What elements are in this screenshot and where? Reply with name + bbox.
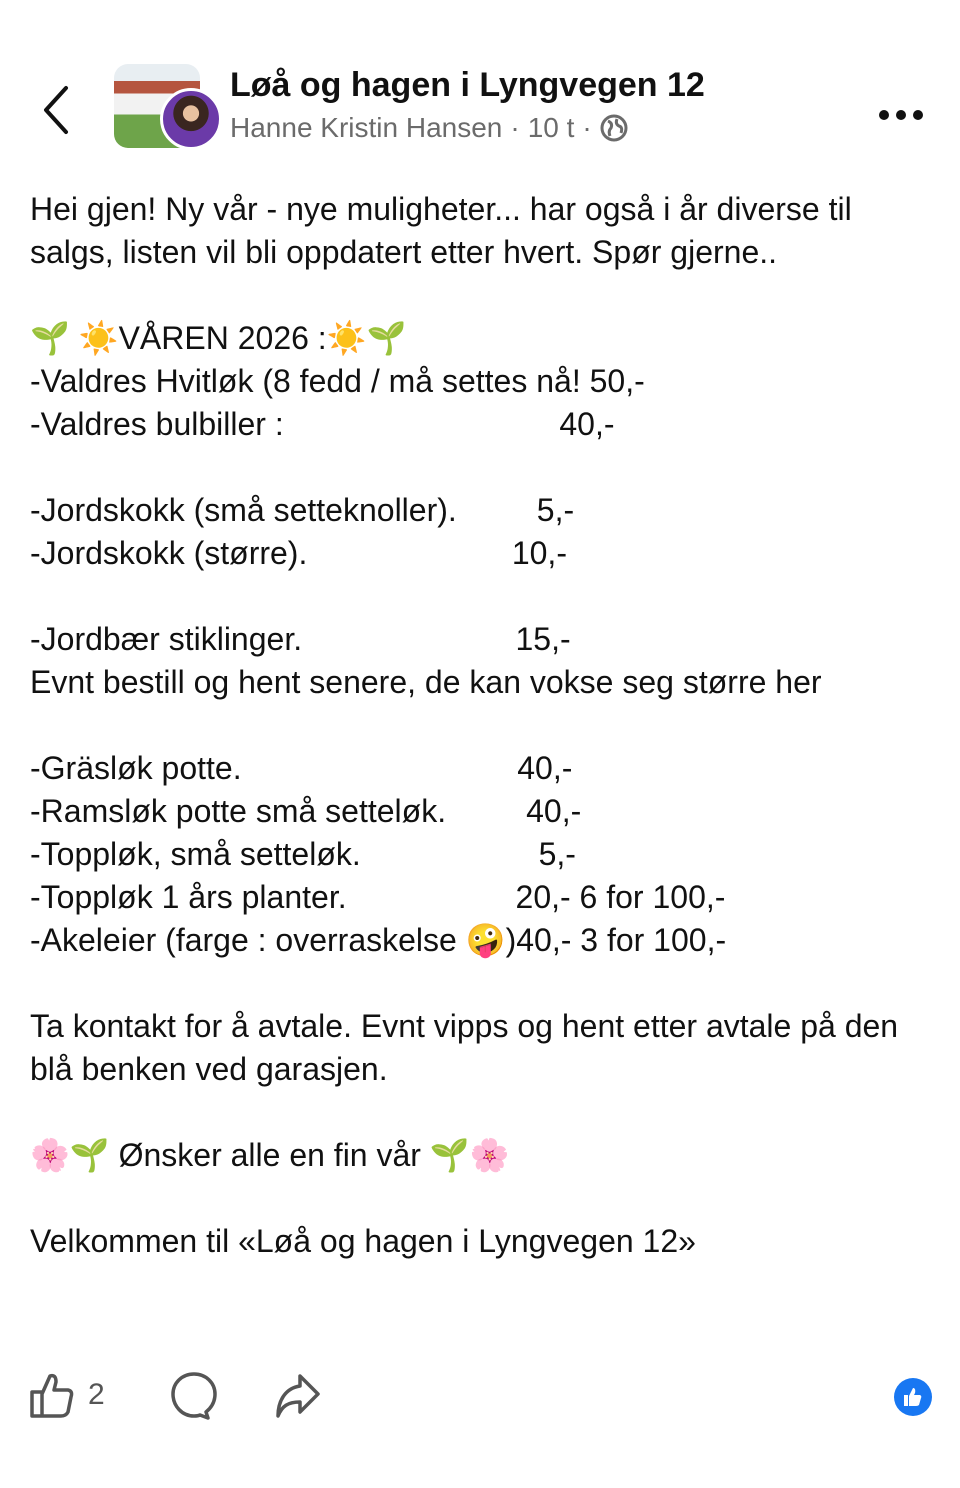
post-line: Hei gjen! Ny vår - nye muligheter... har også i år diverse til salgs, listen vil bli oppdatert etter hvert. Spør gjerne..	[30, 191, 852, 270]
thumbs-up-icon	[28, 1370, 76, 1420]
like-button[interactable]	[28, 1370, 105, 1420]
post-line: -Toppløk, små setteløk. 5,-	[30, 836, 576, 872]
post-line: Evnt bestill og hent senere, de kan vokse seg større her	[30, 664, 822, 700]
post-meta	[230, 112, 628, 144]
separator: ·	[582, 112, 592, 143]
post-line: -Toppløk 1 års planter. 20,- 6 for 100,-	[30, 879, 726, 915]
more-options-button[interactable]	[878, 98, 924, 121]
comment-button[interactable]	[170, 1370, 218, 1420]
comment-icon	[170, 1370, 218, 1420]
post-body	[30, 188, 940, 1263]
post-line: -Jordbær stiklinger. 15,-	[30, 621, 571, 657]
group-title[interactable]: Løå og hagen i Lyngvegen 12	[230, 66, 705, 104]
like-reaction-badge[interactable]	[894, 1378, 932, 1416]
post-line	[30, 446, 940, 489]
post-line	[30, 704, 940, 747]
separator: ·	[510, 112, 520, 143]
post-line: -Jordskokk (større). 10,-	[30, 535, 567, 571]
post-line: 🌸🌱 Ønsker alle en fin vår 🌱🌸	[30, 1137, 510, 1173]
like-count: 2	[88, 1378, 105, 1411]
share-icon	[272, 1370, 322, 1420]
globe-icon	[600, 114, 628, 142]
avatar[interactable]	[114, 64, 220, 150]
author-name[interactable]: Hanne Kristin Hansen	[230, 112, 503, 143]
post-line: -Gräsløk potte. 40,-	[30, 750, 573, 786]
share-button[interactable]	[272, 1370, 322, 1420]
post-line	[30, 575, 940, 618]
post-line	[30, 1091, 940, 1134]
post-header	[0, 60, 960, 160]
back-button[interactable]	[38, 84, 74, 136]
post-line	[30, 962, 940, 1005]
post-line: -Akeleier (farge : overraskelse 🤪)40,- 3 for 100,-	[30, 922, 727, 958]
post-time[interactable]: 10 t	[527, 112, 575, 143]
user-avatar	[160, 88, 222, 150]
post-line: Velkommen til «Løå og hagen i Lyngvegen 12»	[30, 1223, 696, 1259]
post-line: 🌱 ☀️VÅREN 2026 :☀️🌱	[30, 320, 407, 356]
post-line: -Ramsløk potte små setteløk. 40,-	[30, 793, 582, 829]
post-line: Ta kontakt for å avtale. Evnt vipps og hent etter avtale på den blå benken ved garasjen.	[30, 1008, 899, 1087]
chevron-left-icon	[38, 84, 74, 136]
post-line: -Jordskokk (små setteknoller). 5,-	[30, 492, 575, 528]
post-line	[30, 274, 940, 317]
more-options-icon	[878, 109, 924, 121]
post-line: -Valdres Hvitløk (8 fedd / må settes nå! 50,-	[30, 363, 645, 399]
like-reaction-icon	[902, 1386, 924, 1408]
post-line: -Valdres bulbiller : 40,-	[30, 406, 615, 442]
post-line	[30, 1177, 940, 1220]
post-actions	[0, 1370, 960, 1426]
